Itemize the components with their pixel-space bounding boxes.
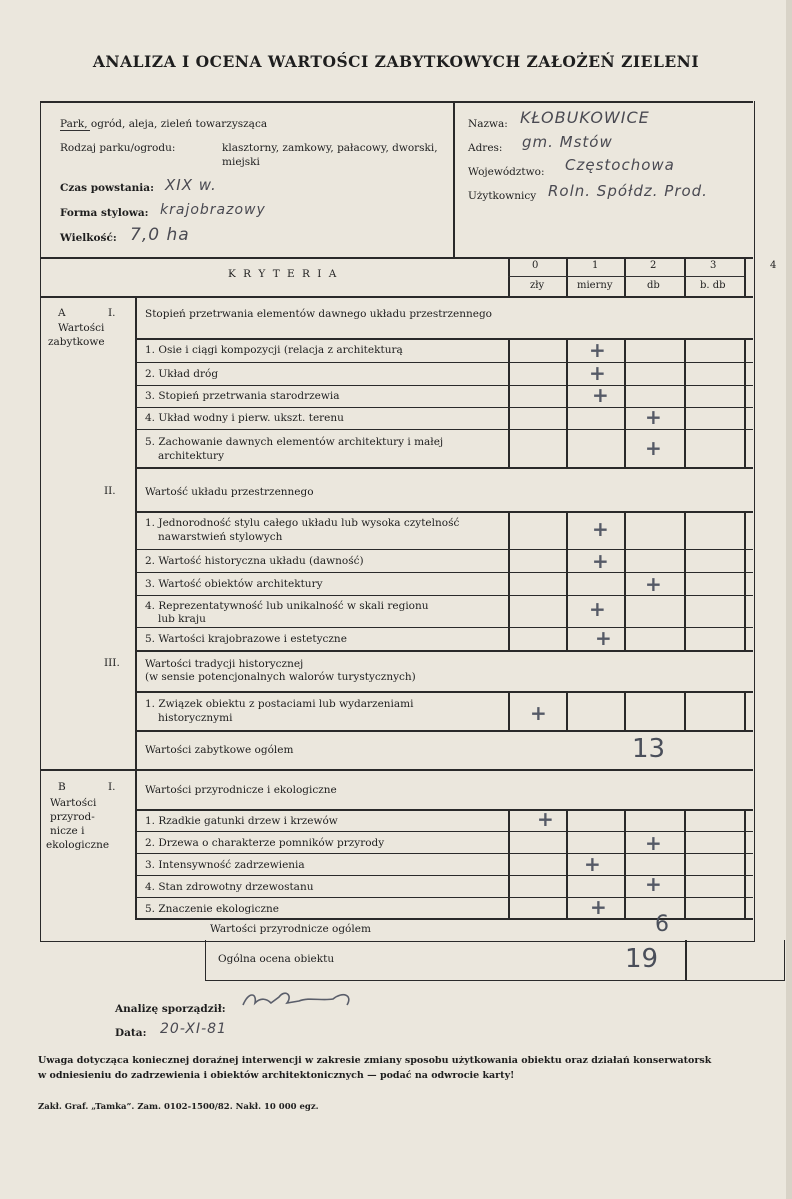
era-value: XIX w. [165,176,217,194]
header-divider [453,101,455,257]
scale-num-1: 1 [592,260,599,271]
scale-num-2: 2 [650,260,657,271]
a-I-item-4: 4. Układ wodny i pierw. ukszt. terenu [145,412,344,424]
printer-line: Zakł. Graf. „Tamka”. Zam. 0102-1500/82. Nakł. 10 000 egz. [38,1102,319,1112]
section-a-divider [135,296,137,770]
row-line [135,429,753,430]
date-label: Data: [115,1027,147,1039]
col-line [684,691,686,731]
col-line [684,809,686,919]
col-line [744,338,746,468]
section-b-label-3: nicze i [50,825,85,837]
col-line [566,691,568,731]
scale-label-1: mierny [577,280,613,291]
date-value: 20-XI-81 [160,1021,227,1037]
a-III-item-1-cont: historycznymi [158,712,233,724]
col-line [508,338,510,468]
mark-a-I-2: + [589,361,606,385]
mark-a-I-3: + [592,383,609,407]
section-a-letter: A [58,307,66,319]
name-label: Nazwa: [468,118,508,130]
scale-num-4: 4 [770,260,777,271]
address-label: Adres: [468,142,503,154]
row-line [135,385,753,386]
prepared-label: Analizę sporządził: [115,1003,226,1015]
criteria-header: K R Y T E R I A [228,268,339,280]
mark-a-II-4: + [589,597,606,621]
scale-label-2: db [647,280,660,291]
a-total-label: Wartości zabytkowe ogólem [145,744,294,756]
name-value: KŁOBUKOWICE [520,108,650,127]
address-value: gm. Mstów [522,133,613,151]
a-II-item-1: 1. Jednorodność stylu całego układu lub wysoka czytelność [145,517,460,529]
size-value: 7,0 ha [130,225,190,245]
section-b-letter: B [58,781,66,793]
col-line [566,338,568,468]
section-b-roman: I. [108,781,116,793]
col-line [684,338,686,468]
col-line [566,511,568,651]
a-I-item-3: 3. Stopień przetrwania starodrzewia [145,390,340,402]
a-II-title: Wartość układu przestrzennego [145,486,314,498]
mark-b-3: + [584,852,601,876]
kind-values-1: klasztorny, zamkowy, pałacowy, dworski, [222,142,438,154]
row-line [135,467,753,469]
criteria-top-line [40,257,753,259]
mark-a-III-1: + [530,701,547,725]
row-line [135,730,753,732]
signature [235,985,375,1015]
era-label: Czas powstania: [60,182,154,194]
row-line [135,650,753,652]
col-line [624,338,626,468]
note-line-1: Uwaga dotycząca koniecznej doraźnej interwencji w zakresie zmiany sposobu użytkowania obiektu oraz działań konserwatorsk [38,1055,712,1066]
park-underline [60,130,90,131]
mark-a-II-3: + [645,572,662,596]
section-b-label-4: ekologiczne [46,839,110,851]
scale-divider [508,276,744,277]
row-line [135,691,753,693]
a-III-title-2: (w sensie potencjonalnych walorów turystycznych) [145,671,416,683]
section-b-label-2: przyrod- [50,811,95,823]
mark-a-II-2: + [592,549,609,573]
voivodeship-value: Częstochowa [565,156,675,174]
b-total-label: Wartości przyrodnicze ogólem [210,923,371,935]
section-a-II-roman: II. [104,485,116,497]
mark-a-II-5: + [595,626,612,650]
row-line [135,338,753,340]
frame-top-line [40,101,753,103]
col-line [744,511,746,651]
col-line [508,511,510,651]
note-line-2: w odniesieniu do zadrzewienia i obiektów architektonicznych — podać na odwrocie karty! [38,1070,515,1081]
scale-num-0: 0 [532,260,539,271]
a-II-item-3: 3. Wartość obiektów architektury [145,578,323,590]
kind-label: Rodzaj parku/ogrodu: [60,142,176,154]
a-II-item-1-cont: nawarstwień stylowych [158,531,283,543]
overall-value: 19 [625,944,659,974]
row-line [135,809,753,811]
col-line [624,511,626,651]
mark-b-1: + [537,807,554,831]
a-III-item-1: 1. Związek obiektu z postaciami lub wydarzeniami [145,698,414,710]
row-line [135,511,753,513]
row-line [135,549,753,550]
section-a-end-line [40,769,753,771]
mark-a-I-1: + [589,338,606,362]
b-total-value: 6 [655,912,669,937]
scale-label-3: b. db [700,280,726,291]
col-line [744,809,746,919]
col-line [508,691,510,731]
a-II-item-5: 5. Wartości krajobrazowe i estetyczne [145,633,347,645]
section-a-label-1: Wartości [58,322,105,334]
size-label: Wielkość: [60,232,117,244]
park-type-line: Park, ogród, aleja, zieleń towarzysząca [60,118,268,130]
style-value: krajobrazowy [160,202,266,218]
b-item-5: 5. Znaczenie ekologiczne [145,903,280,915]
col-line [684,511,686,651]
b-item-3: 3. Intensywność zadrzewienia [145,859,305,871]
mark-b-4: + [645,872,662,896]
voivodeship-label: Województwo: [468,166,545,178]
col-line [744,691,746,731]
a-I-item-1: 1. Osie i ciągi kompozycji (relacja z architekturą [145,344,403,356]
scale-num-3: 3 [710,260,717,271]
criteria-bottom-line [40,296,753,298]
overall-label: Ogólna ocena obiektu [218,953,335,965]
col-line [624,809,626,919]
b-item-1: 1. Rzadkie gatunki drzew i krzewów [145,815,338,827]
section-a-label-2: zabytkowe [48,336,105,348]
page-edge [786,0,792,1199]
mark-a-I-4: + [645,405,662,429]
overall-divider [685,940,687,980]
a-II-item-4-cont: lub kraju [158,613,206,625]
a-II-item-2: 2. Wartość historyczna układu (dawność) [145,555,364,567]
a-III-title-1: Wartości tradycji historycznej [145,658,304,670]
b-item-2: 2. Drzewa o charakterze pomników przyrody [145,837,385,849]
mark-b-2: + [645,831,662,855]
section-a-roman: I. [108,307,116,319]
section-a-III-roman: III. [104,657,120,669]
a-I-item-5-cont: architektury [158,450,225,462]
col-line-4 [744,257,746,296]
users-value: Roln. Spółdz. Prod. [548,182,708,200]
row-line [135,897,753,898]
scale-label-0: zły [530,280,545,291]
a-I-item-2: 2. Układ dróg [145,368,219,380]
kind-values-2: miejski [222,156,260,168]
a-total-value: 13 [632,734,666,764]
col-line [566,809,568,919]
row-line [135,627,753,628]
users-label: Użytkownicy [468,190,537,202]
b-item-4: 4. Stan zdrowotny drzewostanu [145,881,314,893]
col-line [624,691,626,731]
mark-a-I-5: + [645,436,662,460]
row-line [135,362,753,363]
col-line [508,809,510,919]
a-II-item-4: 4. Reprezentatywność lub unikalność w skali regionu [145,600,429,612]
mark-a-II-1: + [592,517,609,541]
page-title: ANALIZA I OCENA WARTOŚCI ZABYTKOWYCH ZAŁOŻEŃ ZIELENI [92,52,700,71]
mark-b-5: + [590,895,607,919]
a-I-title: Stopień przetrwania elementów dawnego układu przestrzennego [145,308,492,320]
a-I-item-5: 5. Zachowanie dawnych elementów architektury i małej [145,436,444,448]
b-title: Wartości przyrodnicze i ekologiczne [145,784,337,796]
section-b-label-1: Wartości [50,797,97,809]
style-label: Forma stylowa: [60,207,149,219]
